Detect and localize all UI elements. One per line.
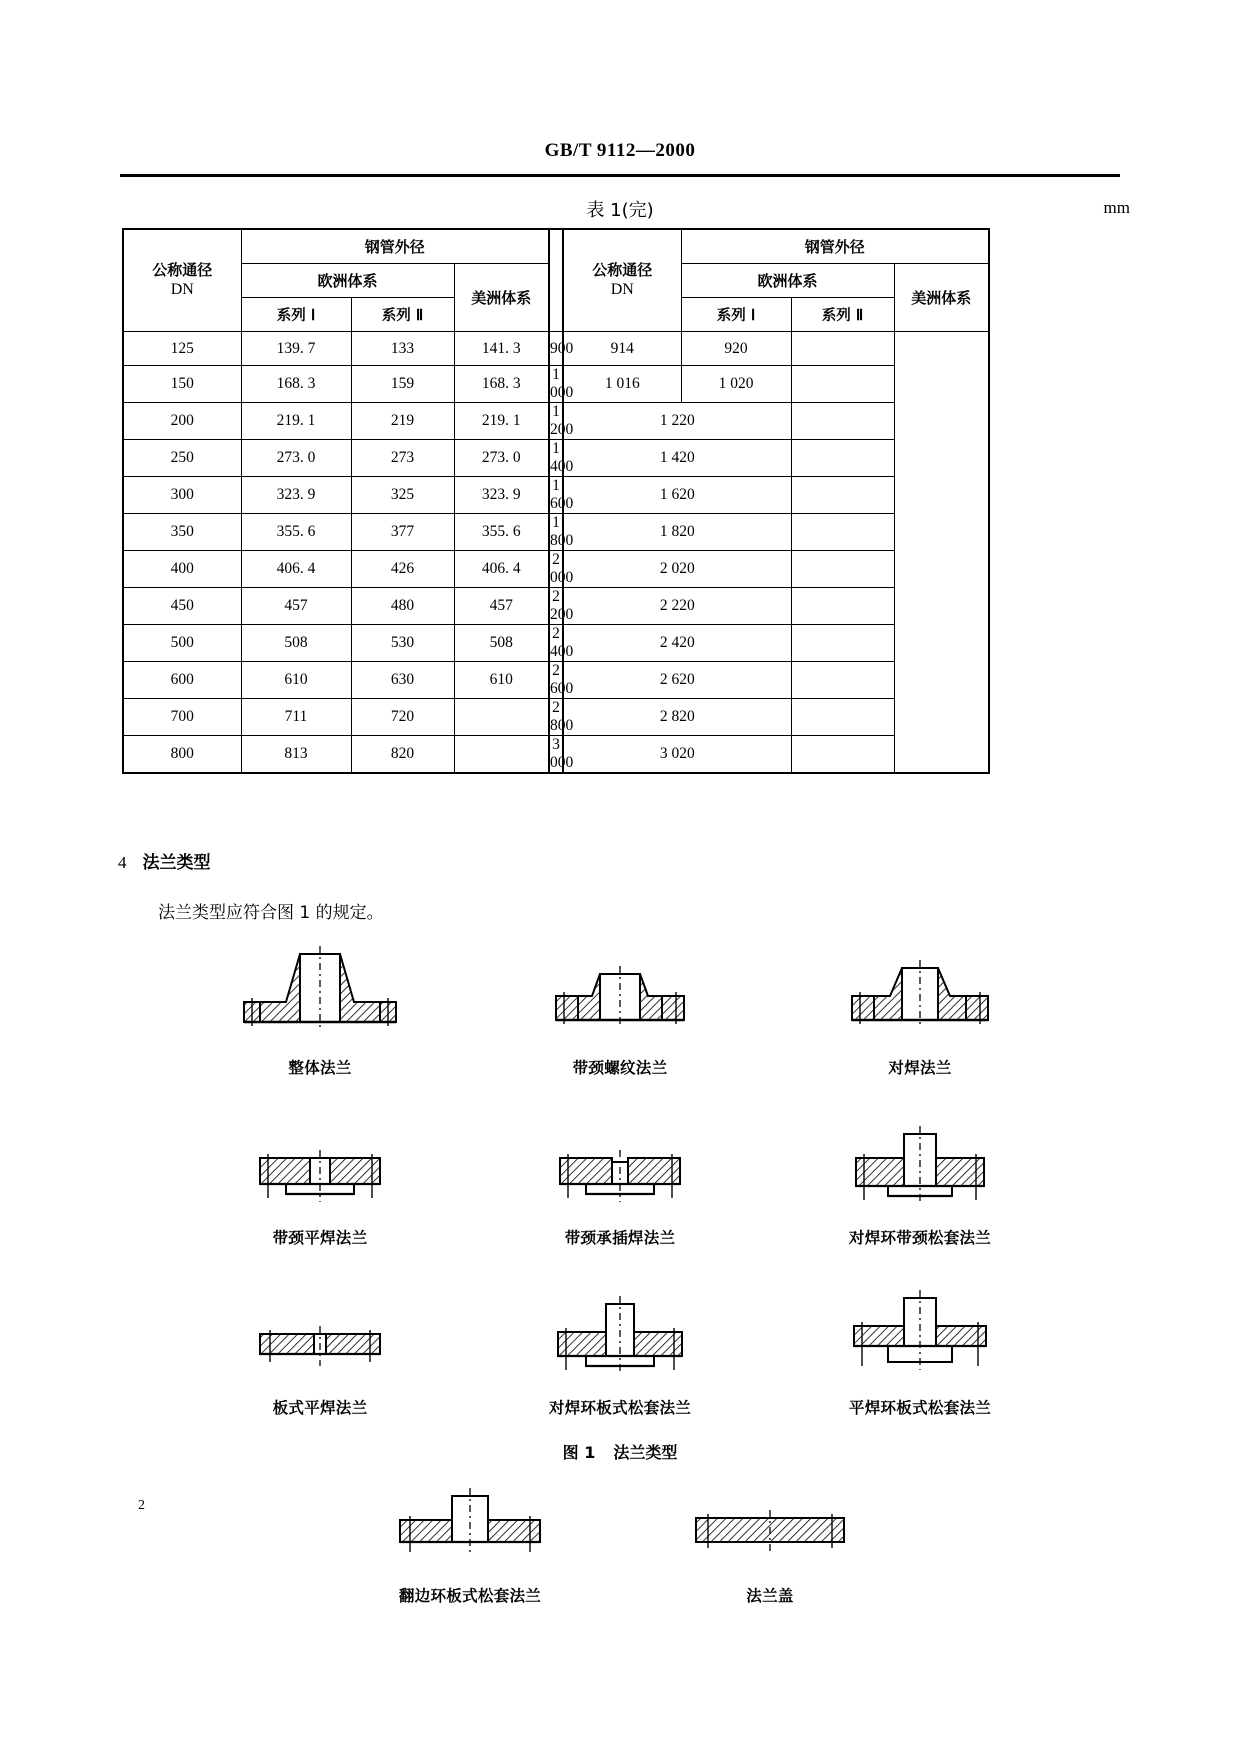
flange-diagram <box>770 1100 1070 1210</box>
cell-left-e1: 457 <box>241 588 351 625</box>
cell-right-europe-merged: 2 620 <box>563 662 791 699</box>
cell-left-a1: 323. 9 <box>454 477 549 514</box>
cell-left-dn: 500 <box>123 625 241 662</box>
figure-1-title <box>0 1440 1240 1463</box>
table-body <box>123 332 989 774</box>
cell-right-e2: 1 020 <box>681 366 791 403</box>
figure-item-lapjoint-weld-ring-plate <box>470 1270 770 1418</box>
cell-right-a1 <box>791 625 894 662</box>
cell-left-dn: 200 <box>123 403 241 440</box>
cell-right-a1 <box>791 514 894 551</box>
figure-item-weld-neck <box>770 930 1070 1078</box>
cell-left-e1: 610 <box>241 662 351 699</box>
table-row <box>123 332 989 366</box>
cell-right-dn: 2 600 <box>550 662 574 697</box>
flange-drawing-lapjoint-weld-ring-neck <box>800 1100 1040 1210</box>
cell-right-a1 <box>791 366 894 403</box>
table-header <box>123 229 989 332</box>
flange-diagram <box>770 1270 1070 1380</box>
cell-left-e2: 273 <box>351 440 454 477</box>
cell-left-e2: 159 <box>351 366 454 403</box>
cell-left-e1: 139. 7 <box>241 332 351 366</box>
table-row <box>123 699 989 736</box>
figure-item-lapjoint-slipon-ring-plate <box>770 1270 1070 1418</box>
figure-item-lapjoint-flared-ring-plate <box>320 1458 620 1606</box>
cell-right-dn: 2 200 <box>550 588 574 623</box>
figure-item-integral <box>170 930 470 1078</box>
cell-left-a1: 508 <box>454 625 549 662</box>
flange-diagram <box>620 1458 920 1568</box>
figure-caption: 带颈承插焊法兰 <box>564 1229 676 1247</box>
cell-right-a1 <box>791 588 894 625</box>
figure-caption: 对焊法兰 <box>888 1059 952 1077</box>
cell-left-e1: 323. 9 <box>241 477 351 514</box>
cell-right-dn: 1 600 <box>550 477 574 512</box>
cell-left-e1: 406. 4 <box>241 551 351 588</box>
flange-drawing-lapjoint-flared-ring-plate <box>350 1458 590 1568</box>
table-row <box>123 662 989 699</box>
header-america-right: 美洲体系 <box>894 264 989 332</box>
cell-left-e2: 377 <box>351 514 454 551</box>
figure-item-blind <box>620 1458 920 1606</box>
cell-left-e1: 273. 0 <box>241 440 351 477</box>
flange-drawing-threaded-neck <box>500 930 740 1040</box>
cell-right-e2: 920 <box>681 332 791 366</box>
cell-right-a1 <box>791 440 894 477</box>
cell-right-dn: 2 400 <box>550 625 574 660</box>
cell-left-e1: 168. 3 <box>241 366 351 403</box>
cell-left-e1: 355. 6 <box>241 514 351 551</box>
figure-item-slipon-neck <box>170 1100 470 1248</box>
table-row <box>123 514 989 551</box>
cell-left-e1: 813 <box>241 736 351 774</box>
figure-caption: 翻边环板式松套法兰 <box>398 1587 542 1605</box>
cell-left-e1: 219. 1 <box>241 403 351 440</box>
header-america-left: 美洲体系 <box>454 264 549 332</box>
table-caption: 表 1(完) <box>586 200 654 221</box>
header-od-right: 钢管外径 <box>681 229 989 264</box>
cell-right-europe-merged: 2 020 <box>563 551 791 588</box>
figure-1-label: 图 1 <box>562 1443 596 1462</box>
flange-drawing-integral <box>200 930 440 1040</box>
cell-right-europe-merged: 2 820 <box>563 699 791 736</box>
cell-right-dn: 2 000 <box>550 551 574 586</box>
table-row <box>123 736 989 774</box>
cell-left-dn: 450 <box>123 588 241 625</box>
figure-caption: 平焊环板式松套法兰 <box>848 1399 992 1417</box>
figure-caption: 整体法兰 <box>288 1059 352 1077</box>
cell-left-e1: 711 <box>241 699 351 736</box>
header-series-1-left: 系列 Ⅰ <box>241 298 351 332</box>
cell-right-a1 <box>791 736 894 774</box>
header-od-left: 钢管外径 <box>241 229 549 264</box>
cell-left-e2: 480 <box>351 588 454 625</box>
figure-row <box>0 1458 1240 1606</box>
figure-item-lapjoint-weld-ring-neck <box>770 1100 1070 1248</box>
cell-left-a1: 610 <box>454 662 549 699</box>
header-europe-left: 欧洲体系 <box>241 264 454 298</box>
cell-right-a1 <box>791 551 894 588</box>
cell-left-a1: 273. 0 <box>454 440 549 477</box>
header-dn-left-label: 公称通径 <box>152 261 213 280</box>
cell-right-europe-merged: 2 220 <box>563 588 791 625</box>
header-series-1-right: 系列 Ⅰ <box>681 298 791 332</box>
figure-item-threaded-neck <box>470 930 770 1078</box>
cell-right-dn: 900 <box>549 332 563 366</box>
cell-left-a1: 457 <box>454 588 549 625</box>
flange-diagram <box>170 1100 470 1210</box>
flange-drawing-lapjoint-slipon-ring-plate <box>800 1270 1040 1380</box>
figure-caption: 对焊环带颈松套法兰 <box>848 1229 992 1247</box>
pipe-outside-diameter-table <box>122 228 990 774</box>
flange-diagram <box>170 1270 470 1380</box>
section-4-heading <box>118 848 211 873</box>
figure-row <box>0 1270 1240 1418</box>
flange-drawing-lapjoint-weld-ring-plate <box>500 1270 740 1380</box>
table-row <box>123 551 989 588</box>
cell-left-e2: 820 <box>351 736 454 774</box>
cell-right-europe-merged: 1 820 <box>563 514 791 551</box>
cell-left-a1 <box>454 699 549 736</box>
header-series-2-left: 系列 Ⅱ <box>351 298 454 332</box>
cell-right-europe-merged: 1 220 <box>563 403 791 440</box>
cell-left-a1: 141. 3 <box>454 332 549 366</box>
cell-left-e2: 325 <box>351 477 454 514</box>
cell-left-a1: 219. 1 <box>454 403 549 440</box>
cell-right-a1 <box>791 662 894 699</box>
cell-left-a1: 355. 6 <box>454 514 549 551</box>
header-europe-right: 欧洲体系 <box>681 264 894 298</box>
cell-right-dn: 2 800 <box>550 699 574 734</box>
figure-1-area <box>0 930 1240 1606</box>
cell-right-dn: 1 000 <box>550 366 574 401</box>
figure-caption: 带颈平焊法兰 <box>272 1229 368 1247</box>
cell-left-dn: 350 <box>123 514 241 551</box>
cell-left-e2: 219 <box>351 403 454 440</box>
section-4-paragraph: 法兰类型应符合图 1 的规定。 <box>158 903 384 923</box>
flange-diagram <box>320 1458 620 1568</box>
cell-right-e1: 1 016 <box>563 366 681 403</box>
flange-drawing-plate-slipon <box>200 1270 440 1380</box>
figure-item-socket-weld-neck <box>470 1100 770 1248</box>
cell-right-e1: 914 <box>563 332 681 366</box>
page-number: 2 <box>138 1498 145 1513</box>
cell-right-europe-merged: 2 420 <box>563 625 791 662</box>
standard-number-header: GB/T 9112—2000 <box>544 140 696 161</box>
flange-diagram <box>770 930 1070 1040</box>
cell-right-dn: 1 400 <box>550 440 574 475</box>
header-dn-left-sub: DN <box>170 280 194 298</box>
table-row <box>123 625 989 662</box>
cell-left-a1: 168. 3 <box>454 366 549 403</box>
figure-caption: 带颈螺纹法兰 <box>572 1059 668 1077</box>
cell-right-a1 <box>791 403 894 440</box>
cell-left-a1: 406. 4 <box>454 551 549 588</box>
figure-row <box>0 1100 1240 1248</box>
figure-1-name: 法兰类型 <box>613 1443 678 1462</box>
header-dn-left <box>123 229 241 332</box>
cell-right-dn: 3 000 <box>550 736 574 771</box>
cell-right-a1 <box>791 477 894 514</box>
cell-left-dn: 600 <box>123 662 241 699</box>
cell-left-dn: 800 <box>123 736 241 774</box>
table-unit-label: mm <box>1103 198 1130 217</box>
table-row <box>123 588 989 625</box>
cell-left-dn: 700 <box>123 699 241 736</box>
flange-drawing-socket-weld-neck <box>500 1100 740 1210</box>
figure-caption: 对焊环板式松套法兰 <box>548 1399 692 1417</box>
header-divider-rule <box>120 174 1120 177</box>
pipe-od-table-wrapper <box>122 228 974 774</box>
cell-right-dn: 1 800 <box>550 514 574 549</box>
flange-diagram <box>470 930 770 1040</box>
cell-left-e2: 426 <box>351 551 454 588</box>
cell-left-dn: 150 <box>123 366 241 403</box>
figure-row <box>0 930 1240 1078</box>
header-series-2-right: 系列 Ⅱ <box>791 298 894 332</box>
flange-drawing-weld-neck <box>800 930 1040 1040</box>
cell-right-europe-merged: 3 020 <box>563 736 791 774</box>
table-row <box>123 403 989 440</box>
flange-drawing-slipon-neck <box>200 1100 440 1210</box>
cell-left-e2: 720 <box>351 699 454 736</box>
section-4-title: 法兰类型 <box>142 853 211 873</box>
flange-drawing-blind <box>650 1458 890 1568</box>
cell-left-dn: 300 <box>123 477 241 514</box>
cell-left-e2: 630 <box>351 662 454 699</box>
table-row <box>123 477 989 514</box>
cell-left-e2: 530 <box>351 625 454 662</box>
flange-diagram <box>470 1100 770 1210</box>
header-dn-right <box>563 229 681 332</box>
cell-left-dn: 250 <box>123 440 241 477</box>
cell-left-dn: 400 <box>123 551 241 588</box>
figure-caption: 板式平焊法兰 <box>272 1399 368 1417</box>
cell-left-a1 <box>454 736 549 774</box>
cell-left-e2: 133 <box>351 332 454 366</box>
cell-right-dn: 1 200 <box>550 403 574 438</box>
header-dn-right-sub: DN <box>610 280 634 298</box>
cell-right-a1 <box>791 332 894 366</box>
cell-right-europe-merged: 1 620 <box>563 477 791 514</box>
flange-diagram <box>170 930 470 1040</box>
table-center-gap <box>549 229 563 332</box>
table-row <box>123 366 989 403</box>
header-dn-right-label: 公称通径 <box>592 261 653 280</box>
figure-caption: 法兰盖 <box>746 1587 794 1605</box>
table-row <box>123 440 989 477</box>
cell-right-a1 <box>791 699 894 736</box>
cell-right-europe-merged: 1 420 <box>563 440 791 477</box>
figure-item-plate-slipon <box>170 1270 470 1418</box>
cell-left-e1: 508 <box>241 625 351 662</box>
cell-left-dn: 125 <box>123 332 241 366</box>
section-4-number: 4 <box>118 853 127 872</box>
flange-diagram <box>470 1270 770 1380</box>
